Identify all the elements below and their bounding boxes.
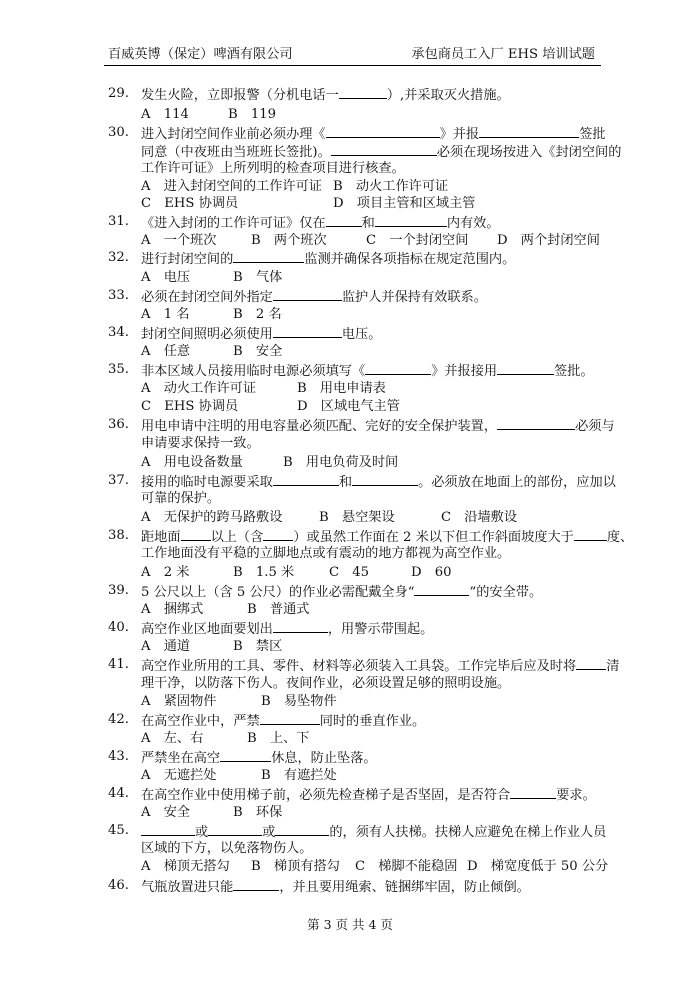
option-d: D 60	[411, 565, 452, 580]
option-b: B 环保	[233, 805, 283, 820]
answer-blank[interactable]	[260, 712, 320, 725]
question-36-line-2: 申请要求保持一致。	[141, 436, 260, 451]
answer-blank[interactable]	[352, 473, 418, 486]
answer-blank[interactable]	[273, 288, 342, 301]
answer-blank[interactable]	[497, 417, 575, 430]
question-40-text: 高空作业区地面要划出 ，用警示带围起。	[141, 622, 434, 637]
question-38-line-2: 工作地面没有平稳的立脚地点或有震动的地方都视为高空作业。	[141, 546, 511, 561]
option-b: B 1.5 米	[233, 565, 295, 580]
answer-blank[interactable]	[479, 125, 579, 138]
question-30-line-3: 工作许可证》上所列明的检查项目进行核查。	[141, 161, 405, 176]
question-41-line-2: 理干净，以防落下伤人。夜间作业，必须设置足够的照明设施。	[141, 676, 511, 691]
option-b: B 禁区	[233, 639, 283, 654]
option-c: C 梯脚不能稳固	[355, 859, 458, 874]
question-37-line-1: 接用的临时电源要采取 和 。必须放在地面上的部份，应加以	[141, 475, 616, 490]
question-41-line-1: 高空作业所用的工具、零件、材料等必须装入工具袋。工作完毕后应及时将 清	[141, 659, 620, 674]
question-number: 30.	[108, 125, 129, 140]
option-b: B 用电负荷及时间	[283, 455, 399, 470]
question-number: 46.	[108, 878, 129, 893]
answer-blank[interactable]	[273, 473, 339, 486]
option-c: C EHS 协调员	[141, 196, 239, 211]
option-b: B 气体	[233, 270, 283, 285]
question-38-line-1: 距地面 以上（含 ）或虽然工作面在 2 米以下但工作斜面坡度大于 度、	[141, 530, 634, 545]
answer-blank[interactable]	[326, 125, 440, 138]
question-number: 33.	[108, 288, 129, 303]
question-number: 44.	[108, 786, 129, 801]
option-b: B 易坠物件	[261, 694, 337, 709]
option-d: D 区域电气主管	[297, 399, 400, 414]
question-number: 36.	[108, 417, 129, 432]
option-b: B 动火工作许可证	[333, 179, 449, 194]
option-c: C 45	[329, 565, 370, 580]
answer-blank[interactable]	[233, 250, 304, 263]
question-number: 40.	[108, 620, 129, 635]
option-a: A 114	[141, 107, 189, 122]
question-number: 43.	[108, 749, 129, 764]
option-b: B 悬空架设	[319, 510, 395, 525]
answer-blank[interactable]	[233, 878, 279, 891]
question-number: 35.	[108, 362, 129, 377]
question-42-text: 在高空作业中，严禁 同时的垂直作业。	[141, 714, 426, 729]
question-45-line-2: 区域的下方，以免落物伤人。	[141, 841, 313, 856]
question-32-text: 进行封闭空间的 监测并确保各项指标在规定范围内。	[141, 252, 516, 267]
option-a: A 安全	[141, 805, 191, 820]
option-a: A 用电设备数量	[141, 455, 243, 470]
option-d: D 项目主管和区域主管	[333, 196, 476, 211]
question-34-text: 封闭空间照明必须使用 电压。	[141, 327, 382, 342]
option-b: B 上、下	[247, 731, 310, 746]
page-number: 第 3 页 共 4 页	[307, 917, 393, 932]
answer-blank[interactable]	[510, 786, 556, 799]
option-a: A 捆绑式	[141, 602, 204, 617]
question-45-line-1: 或 或 的，须有人扶梯。扶梯人应避免在梯上作业人员	[141, 823, 606, 841]
question-31-text: 《进入封闭的工作许可证》仅在 和 内有效。	[141, 216, 500, 231]
question-43-text: 严禁坐在高空 休息，防止坠落。	[141, 751, 377, 766]
answer-blank[interactable]	[220, 749, 271, 762]
option-a: A 动火工作许可证	[141, 381, 257, 396]
option-b: B 安全	[233, 344, 283, 359]
question-number: 37.	[108, 473, 129, 488]
answer-blank[interactable]	[375, 214, 447, 227]
option-a: A 通道	[141, 639, 191, 654]
header-company: 百威英博（保定）啤酒有限公司	[108, 47, 293, 62]
answer-blank[interactable]	[208, 823, 262, 836]
option-b: B 梯顶有搭勾	[251, 859, 340, 874]
answer-blank[interactable]	[576, 657, 606, 670]
answer-blank[interactable]	[365, 362, 431, 375]
option-a: A 任意	[141, 344, 191, 359]
answer-blank[interactable]	[497, 362, 554, 375]
option-a: A 电压	[141, 270, 191, 285]
question-number: 41.	[108, 657, 129, 672]
option-d: D 两个封闭空间	[497, 233, 600, 248]
option-a: A 梯顶无搭勾	[141, 859, 230, 874]
option-b: B 普通式	[247, 602, 310, 617]
option-b: B 2 名	[233, 307, 282, 322]
option-b: B 用电申请表	[297, 381, 386, 396]
option-a: A 一个班次	[141, 233, 217, 248]
question-44-text: 在高空作业中使用梯子前，必须先检查梯子是否坚固，是否符合 要求。	[141, 788, 596, 803]
option-c: C 一个封闭空间	[366, 233, 469, 248]
answer-blank[interactable]	[574, 528, 607, 541]
answer-blank[interactable]	[273, 620, 328, 633]
question-46-text: 气瓶放置进只能 ，并且要用绳索、链捆绑牢固，防止倾倒。	[141, 880, 530, 895]
answer-blank[interactable]	[181, 528, 211, 541]
answer-blank[interactable]	[141, 823, 195, 836]
question-number: 34.	[108, 325, 129, 340]
question-37-line-2: 可靠的保护。	[141, 491, 221, 506]
question-30-line-2: 同意（中夜班由当班班长签批)。 必须在现场按进入《封闭空间的	[141, 145, 622, 160]
answer-blank[interactable]	[273, 325, 342, 338]
option-d: D 梯宽度低于 50 公分	[467, 859, 609, 874]
question-number: 32.	[108, 250, 129, 265]
option-a: A 无保护的跨马路敷设	[141, 510, 283, 525]
question-number: 42.	[108, 712, 129, 727]
option-b: B 两个班次	[251, 233, 327, 248]
question-33-text: 必须在封闭空间外指定 监护人并保持有效联系。	[141, 290, 487, 305]
question-39-text: 5 公尺以上（含 5 公尺）的作业必需配戴全身“ ”的安全带。	[141, 585, 543, 600]
question-35-text: 非本区域人员接用临时电源必须填写《 》并报接用 签批。	[141, 364, 594, 379]
question-number: 45.	[108, 823, 129, 838]
option-c: C EHS 协调员	[141, 399, 239, 414]
question-number: 29.	[108, 86, 129, 101]
answer-blank[interactable]	[275, 823, 329, 836]
question-number: 39.	[108, 583, 129, 598]
answer-blank[interactable]	[326, 214, 362, 227]
option-a: A 左、右	[141, 731, 204, 746]
option-a: A 2 米	[141, 565, 190, 580]
answer-blank[interactable]	[331, 143, 437, 156]
option-a: A 进入封闭空间的工作许可证	[141, 179, 322, 194]
answer-blank[interactable]	[263, 528, 293, 541]
option-a: A 无遮拦处	[141, 768, 217, 783]
header-title: 承包商员工入厂 EHS 培训试题	[411, 47, 595, 62]
question-number: 31.	[108, 214, 129, 229]
header-divider	[104, 65, 601, 66]
question-number: 38.	[108, 528, 129, 543]
option-c: C 沿墙敷设	[441, 510, 518, 525]
answer-blank[interactable]	[339, 86, 387, 99]
option-b: B 119	[228, 107, 277, 122]
option-b: B 有遮拦处	[261, 768, 337, 783]
option-a: A 1 名	[141, 307, 190, 322]
question-30-line-1: 进入封闭空间作业前必须办理《 》并报 签批	[141, 127, 606, 142]
question-36-line-1: 用电申请中注明的用电容量必须匹配、完好的安全保护装置， 必须与	[141, 419, 615, 434]
question-29-text: 发生火险，立即报警（分机电话一 ）,并采取灭火措施。	[141, 88, 510, 103]
answer-blank[interactable]	[414, 583, 469, 596]
option-a: A 紧固物件	[141, 694, 217, 709]
